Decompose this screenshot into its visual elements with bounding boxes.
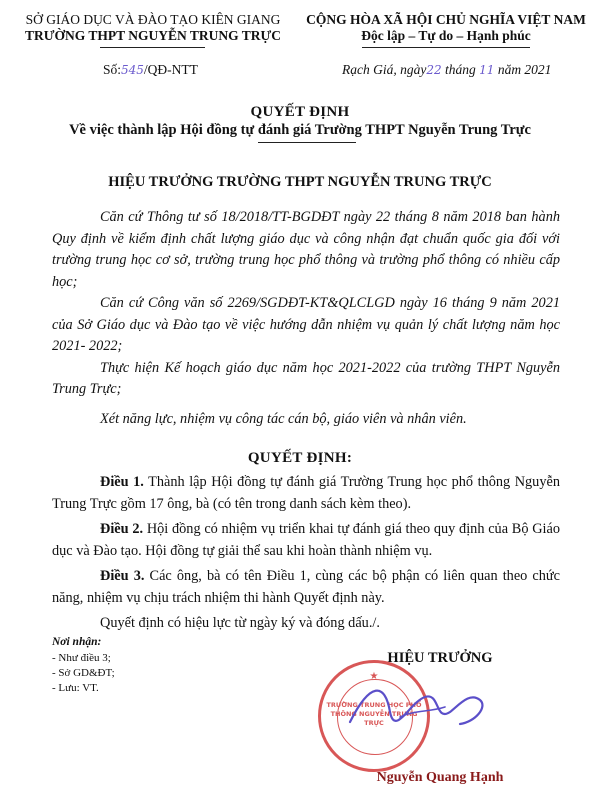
decision-heading: QUYẾT ĐỊNH:: [247, 450, 353, 466]
place-date: [342, 62, 551, 78]
country-name: CỘNG HÒA XÃ HỘI CHỦ NGHĨA VIỆT NAM: [306, 12, 586, 27]
signer-title: HIỆU TRƯỞNG: [387, 650, 493, 666]
preamble: [52, 207, 560, 430]
preamble-basis-1: Căn cứ Thông tư số 18/2018/TT-BGDĐT ngày 22 tháng 8 năm 2018 ban hành Quy định về kiểm định chất lượng giáo dục và công nhận đạt chuẩn quốc gia đối với trường trung học cơ sở, trường trung học phổ thông và trường phổ thông có nhiều cấp học;: [52, 209, 560, 290]
seal-text: TRƯỜNG TRUNG HỌC PHỔ THÔNG NGUYỄN TRUNG TRỰC: [326, 701, 422, 727]
doc-number-suffix: /QĐ-NTT: [143, 62, 198, 77]
national-motto: Độc lập – Tự do – Hạnh phúc: [361, 28, 531, 43]
signer-name: Nguyễn Quang Hạnh: [376, 770, 504, 785]
effective-clause: Quyết định có hiệu lực từ ngày ký và đóng dấu./.: [100, 615, 380, 631]
recipient-item: - Sở GD&ĐT;: [52, 667, 115, 679]
recipients-title: Nơi nhận:: [52, 636, 102, 648]
document-number: [103, 62, 198, 78]
article-3-text: Các ông, bà có tên Điều 1, cùng các bộ phận có liên quan theo chức năng, nhiệm vụ chịu trách nhiệm thi hành Quyết định này.: [52, 568, 561, 606]
article-2-text: Hội đồng có nhiệm vụ triển khai tự đánh giá theo quy định của Bộ Giáo dục và Đào tạo. Hội đồng tự giải thể sau khi hoàn thành nhiệm vụ.: [52, 521, 561, 559]
seal-star-icon: ★: [369, 671, 379, 682]
articles: [52, 472, 560, 635]
article-1-text: Thành lập Hội đồng tự đánh giá Trường Trung học phổ thông Nguyễn Trung Trực gồm 17 ông, bà (có tên trong danh sách kèm theo).: [52, 474, 560, 512]
preamble-basis-2: Căn cứ Công văn số 2269/SGDĐT-KT&QLCLGD ngày 16 tháng 9 năm 2021 của Sở Giáo dục và Đào tạo về việc hướng dẫn nhiệm vụ quản lý chất lượng năm học 2021- 2022;: [52, 295, 560, 354]
article-1: [52, 472, 560, 515]
recipients-block: [52, 636, 252, 696]
document-subject: Về việc thành lập Hội đồng tự đánh giá Trường THPT Nguyễn Trung Trực: [69, 122, 531, 138]
subject-underline: [258, 142, 356, 143]
motto-underline: [362, 47, 530, 48]
place-date-prefix: Rạch Giá, ngày: [342, 62, 427, 77]
preamble-basis-4: Xét năng lực, nhiệm vụ công tác cán bộ, giáo viên và nhân viên.: [100, 410, 467, 427]
doc-number-prefix: Số:: [103, 62, 122, 77]
document-title: QUYẾT ĐỊNH: [250, 104, 350, 120]
doc-number-handwritten: 545: [121, 63, 144, 77]
article-2: [52, 519, 560, 562]
month-label: tháng: [445, 62, 476, 77]
article-1-label: Điều 1.: [100, 474, 144, 490]
school-name: TRƯỜNG THPT NGUYỄN TRUNG TRỰC: [24, 28, 282, 43]
article-3: [52, 566, 560, 609]
day-handwritten: 22: [426, 63, 442, 77]
handwritten-signature-icon: [330, 662, 500, 752]
article-3-label: Điều 3.: [100, 568, 145, 584]
preamble-basis-3: Thực hiện Kế hoạch giáo dục năm học 2021-2022 của trường THPT Nguyễn Trung Trực;: [52, 359, 560, 397]
year-label: năm 2021: [497, 62, 552, 77]
department-name: SỞ GIÁO DỤC VÀ ĐÀO TẠO KIÊN GIANG: [25, 12, 281, 27]
article-2-label: Điều 2.: [100, 521, 144, 537]
issuer-title: HIỆU TRƯỞNG TRƯỜNG THPT NGUYỄN TRUNG TRỰC: [108, 174, 492, 190]
recipient-item: - Như điều 3;: [52, 652, 111, 664]
school-underline: [100, 47, 205, 48]
recipient-item: - Lưu: VT.: [52, 682, 99, 694]
month-handwritten: 11: [479, 63, 495, 77]
